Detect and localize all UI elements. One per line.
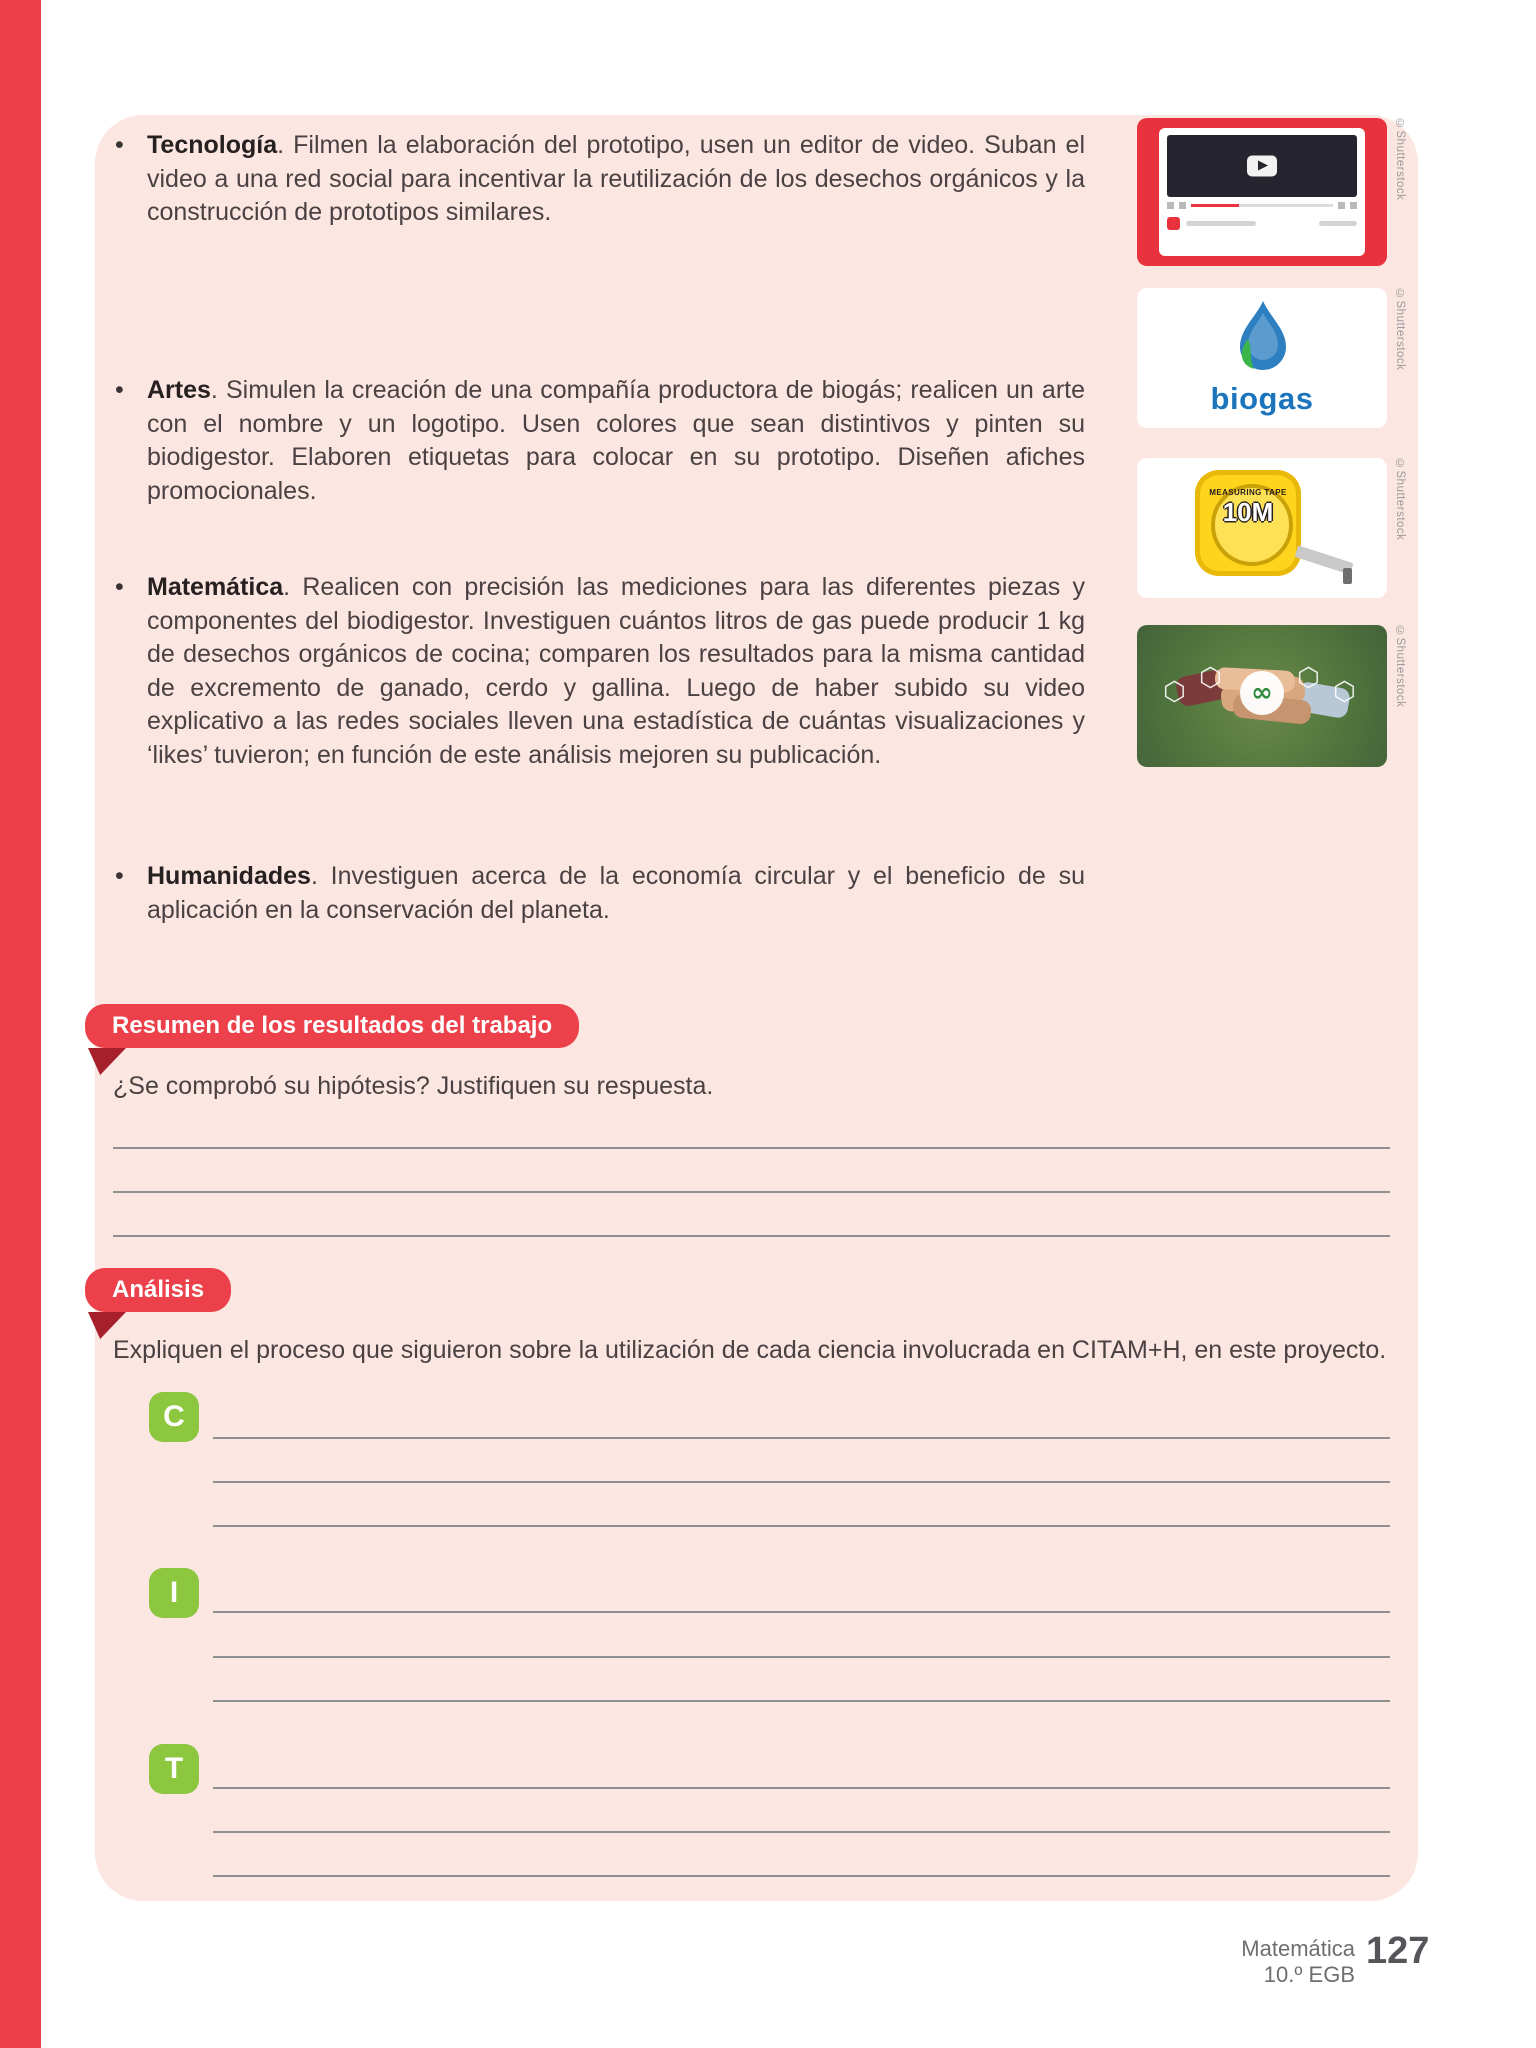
resumen-prompt: ¿Se comprobó su hipótesis? Justifiquen su respuesta. <box>113 1072 714 1100</box>
footer-grade: 10.º EGB <box>1263 1962 1355 1987</box>
control-icon <box>1167 202 1174 209</box>
writing-line <box>113 1147 1390 1149</box>
meta-placeholder <box>1319 221 1357 226</box>
section-banner-analisis: Análisis <box>85 1268 231 1312</box>
tape-size-text: 10M <box>1222 497 1274 527</box>
measuring-tape-image <box>1137 458 1387 598</box>
title-placeholder <box>1186 221 1256 226</box>
video-player-card <box>1159 128 1365 256</box>
channel-badge <box>1167 217 1180 230</box>
left-accent-strip <box>0 0 41 2048</box>
bullet-term: Artes <box>147 376 211 404</box>
biogas-logo-image <box>1137 288 1387 428</box>
bullet-item-tecnologia <box>147 129 1085 230</box>
analisis-prompt: Expliquen el proceso que siguieron sobre la utilización de cada ciencia involucrada en CITAM+H, en este proyecto. <box>113 1336 1387 1364</box>
bullet-item-matematica <box>147 571 1085 772</box>
bullet-text: . Investiguen acerca de la economía circular y el beneficio de su aplicación en la conservación del planeta. <box>147 862 1085 924</box>
hexagon-icon: ⬡ <box>1333 677 1356 707</box>
badge-t: T <box>149 1744 199 1794</box>
badge-c: C <box>149 1392 199 1442</box>
control-icon <box>1338 202 1345 209</box>
image-credit: ©Shutterstock <box>1394 118 1406 201</box>
tape-hook <box>1343 568 1352 584</box>
writing-line <box>213 1437 1390 1439</box>
biogas-wordmark: biogas <box>1210 381 1314 416</box>
teamwork-hands-image <box>1137 625 1387 767</box>
tape-body <box>1195 470 1301 576</box>
video-screen <box>1167 135 1357 197</box>
video-meta <box>1167 217 1357 230</box>
circular-economy-icon: ∞ <box>1240 671 1284 715</box>
writing-line <box>213 1481 1390 1483</box>
writing-line <box>113 1191 1390 1193</box>
writing-line <box>213 1525 1390 1527</box>
writing-line <box>213 1656 1390 1658</box>
control-icon <box>1179 202 1186 209</box>
bullet-item-humanidades <box>147 860 1085 927</box>
image-credit: ©Shutterstock <box>1394 625 1406 708</box>
writing-line <box>213 1700 1390 1702</box>
footer-subject-grade <box>1100 1936 1355 1988</box>
section-banner-resumen: Resumen de los resultados del trabajo <box>85 1004 579 1048</box>
biogas-flame-icon <box>1226 299 1298 379</box>
hexagon-icon: ⬡ <box>1297 663 1320 693</box>
hexagon-icon: ⬡ <box>1163 677 1186 707</box>
bullet-text: . Realicen con precisión las mediciones para las diferentes piezas y componentes del biodigestor. Investiguen cuántos litros de gas puede producir 1 kg de desechos orgánicos de cocina; comparen los resultados para la misma cantidad de excremento de ganado, cerdo y gallina. Luego de haber subido su video explicativo a las redes sociales lleven una estadística de cuántas visualizaciones y ‘likes’ tuvieron; en función de este análisis mejoren su publicación. <box>147 573 1085 769</box>
hexagon-icon: ⬡ <box>1199 663 1222 693</box>
progress-bar <box>1191 204 1333 207</box>
writing-line <box>213 1831 1390 1833</box>
tape-label-text: MEASURING TAPE <box>1209 488 1287 497</box>
image-credit: ©Shutterstock <box>1394 288 1406 371</box>
image-credit: ©Shutterstock <box>1394 458 1406 541</box>
tape-label <box>1195 488 1301 528</box>
writing-line <box>213 1787 1390 1789</box>
control-icon <box>1350 202 1357 209</box>
bullet-text: . Simulen la creación de una compañía productora de biogás; realicen un arte con el nombre y un logotipo. Usen colores que sean distintivos y pinten su biodigestor. Elaboren etiquetas para colocar en su prototipo. Diseñen afiches promocionales. <box>147 376 1085 505</box>
bullet-text: . Filmen la elaboración del prototipo, usen un editor de video. Suban el video a una red social para incentivar la reutilización de los desechos orgánicos y la construcción de prototipos similares. <box>147 131 1085 226</box>
writing-line <box>213 1875 1390 1877</box>
badge-i: I <box>149 1568 199 1618</box>
video-player-image <box>1137 118 1387 266</box>
writing-line <box>113 1235 1390 1237</box>
play-button-icon <box>1247 156 1277 177</box>
video-controls <box>1167 202 1357 209</box>
bullet-item-artes <box>147 374 1085 508</box>
bullet-term: Humanidades <box>147 862 311 890</box>
page-number: 127 <box>1366 1930 1430 1972</box>
footer-subject: Matemática <box>1241 1936 1355 1961</box>
bullet-term: Matemática <box>147 573 284 601</box>
bullet-term: Tecnología <box>147 131 278 159</box>
writing-line <box>213 1611 1390 1613</box>
